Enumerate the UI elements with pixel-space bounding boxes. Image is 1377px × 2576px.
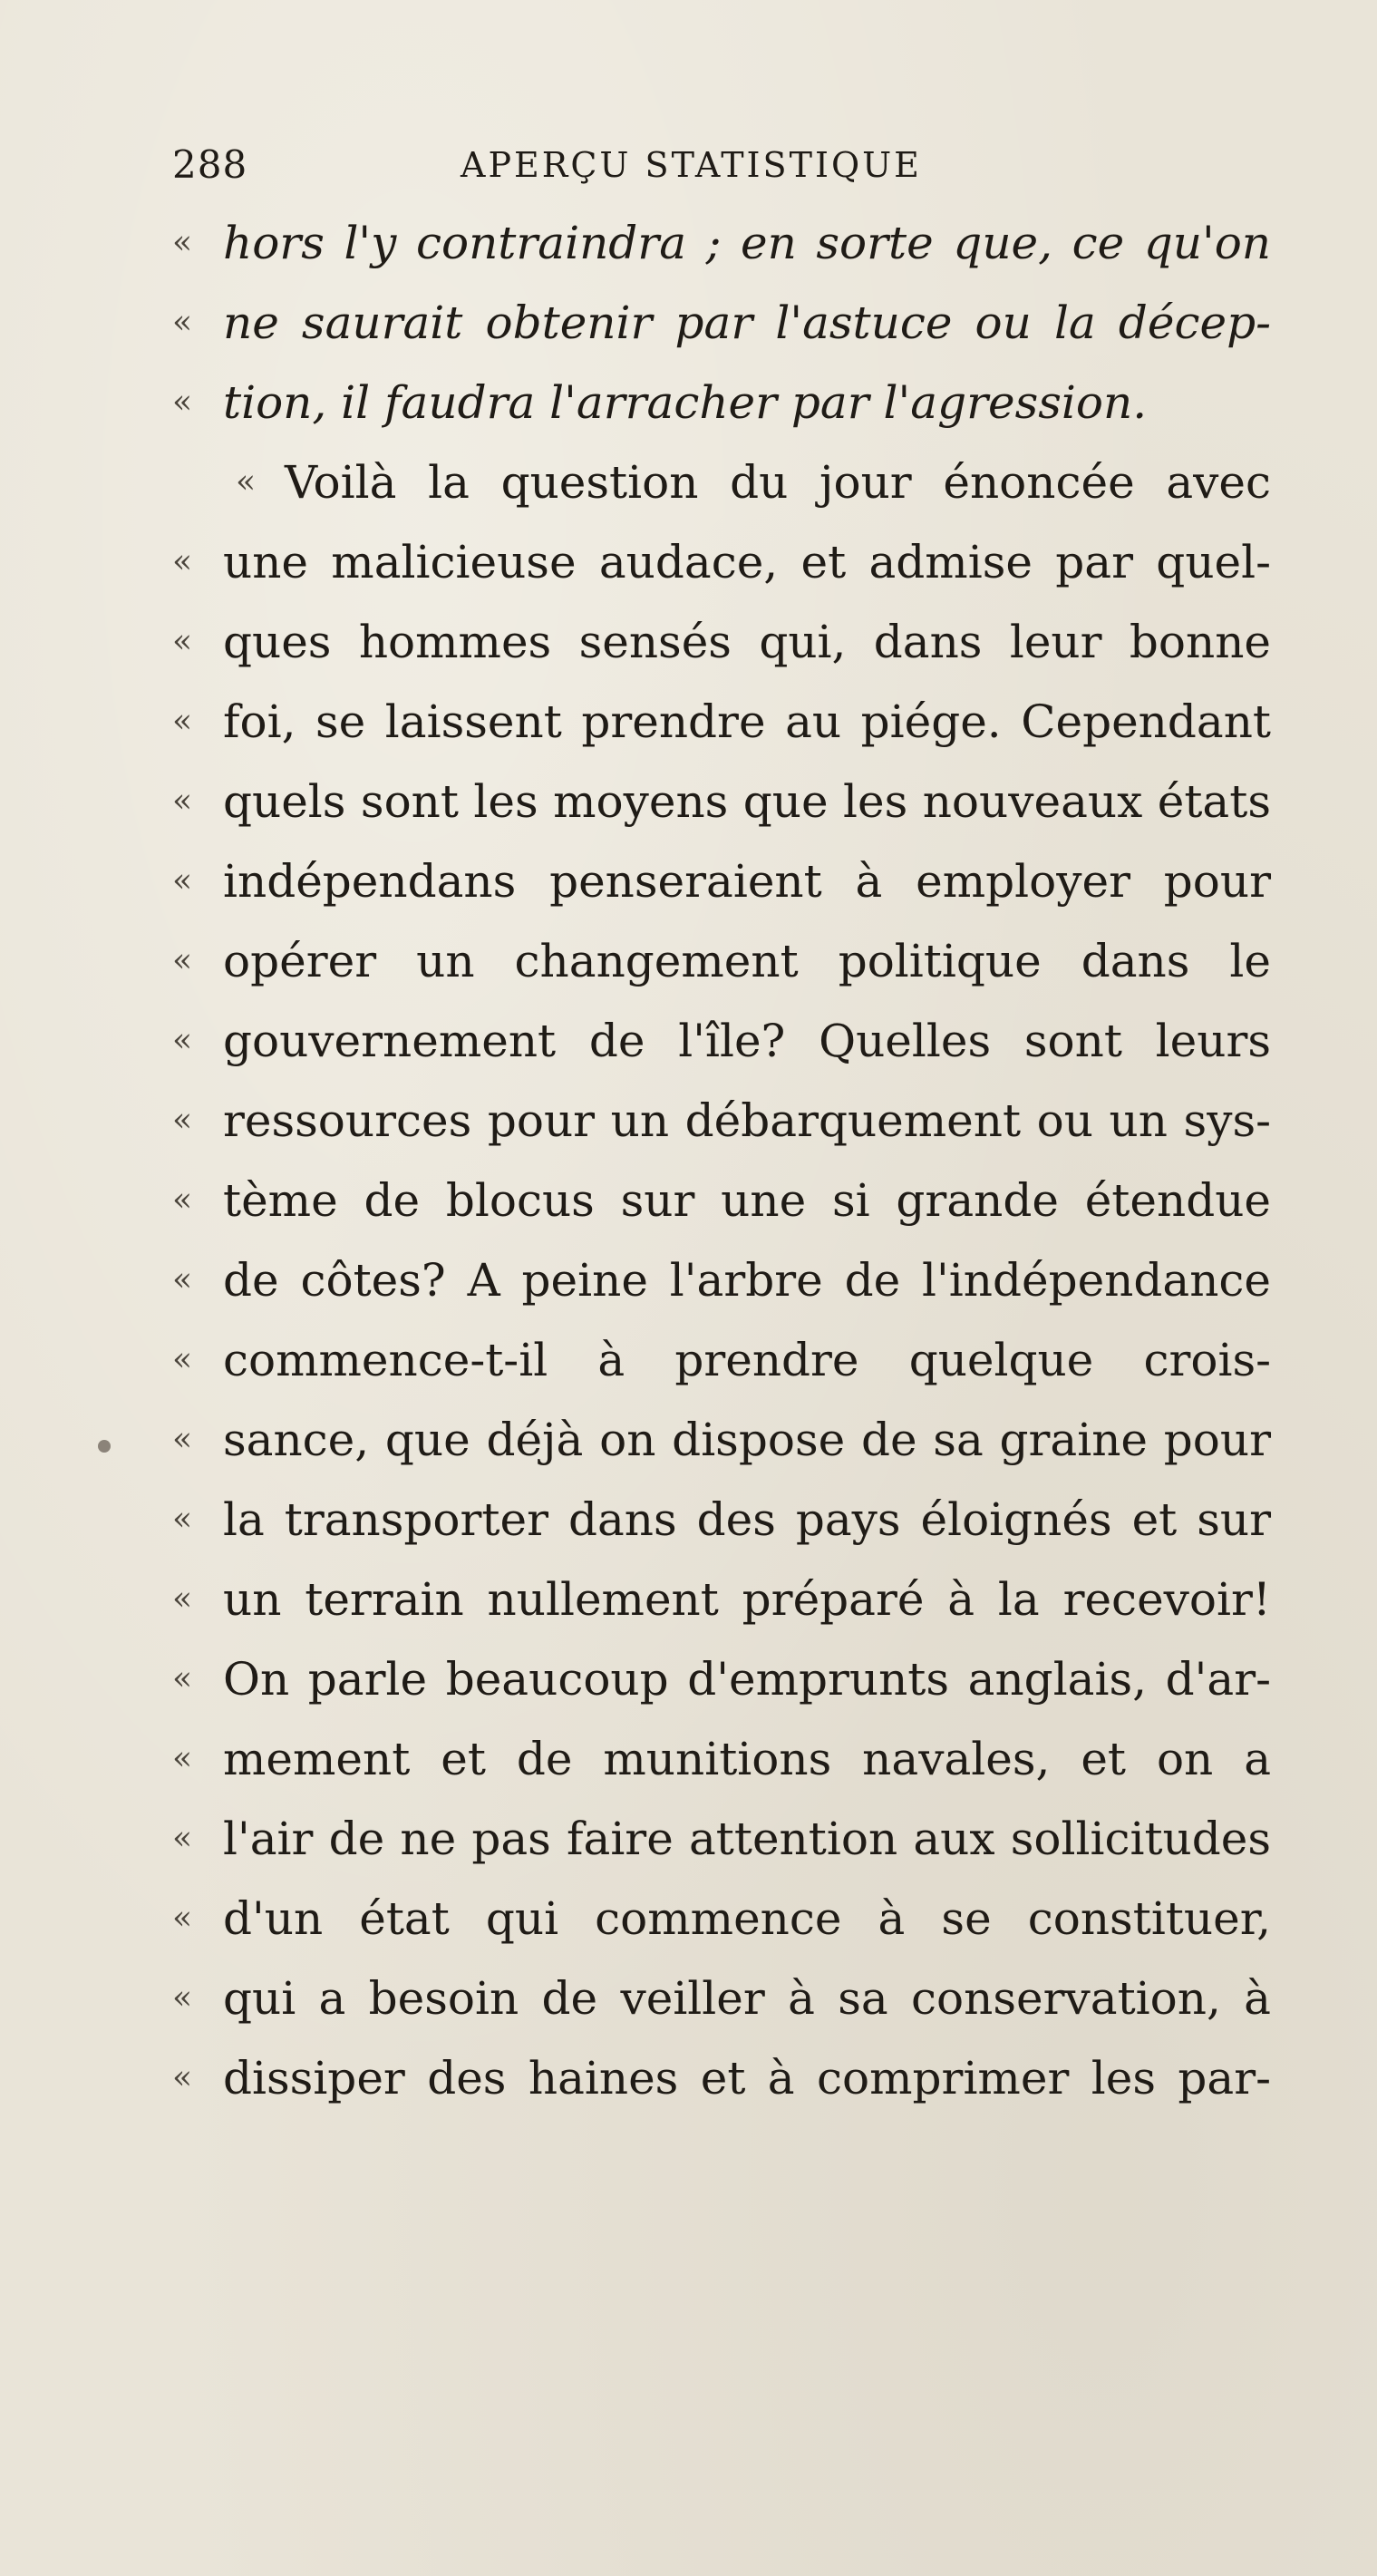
line-text: ne saurait obtenir par l'astuce ou la décep- [223, 296, 1271, 349]
quote-mark: « [172, 2059, 193, 2096]
quote-mark: « [172, 1580, 193, 1618]
quote-mark: « [172, 1900, 193, 1937]
line-text: indépendans penseraient à employer pour [223, 855, 1271, 908]
line-text: d'un état qui commence à se constituer, [223, 1892, 1271, 1945]
text-line [172, 1081, 1271, 1161]
text-line [172, 1639, 1271, 1719]
quote-mark: « [172, 1740, 193, 1777]
text-line [172, 1480, 1271, 1560]
text-line [172, 283, 1271, 363]
text-line [172, 1400, 1271, 1480]
text-line [172, 762, 1271, 841]
quote-mark: « [172, 1421, 193, 1458]
text-line [172, 1719, 1271, 1799]
text-line [172, 1799, 1271, 1879]
quote-mark: « [172, 1102, 193, 1139]
page-number: 288 [172, 142, 248, 187]
line-text: la transporter dans des pays éloignés et sur [223, 1493, 1271, 1546]
quote-mark: « [172, 1660, 193, 1697]
text-line [172, 841, 1271, 921]
text-line [172, 442, 1271, 522]
quote-mark: « [172, 623, 193, 660]
quote-mark: « [172, 1820, 193, 1857]
line-text: opérer un changement politique dans le [223, 935, 1271, 987]
text-line [172, 1879, 1271, 1959]
text-line [172, 203, 1271, 283]
quote-mark: « [172, 862, 193, 899]
line-text: hors l'y contraindra ; en sorte que, ce qu'on [223, 217, 1271, 269]
quote-mark: « [172, 224, 193, 261]
quote-mark: « [172, 942, 193, 979]
text-line [172, 602, 1271, 682]
line-text: sance, que déjà on dispose de sa graine pour [223, 1414, 1271, 1466]
line-text: qui a besoin de veiller à sa conservation, à [223, 1972, 1271, 2025]
text-line [172, 1240, 1271, 1320]
line-text: Voilà la question du jour énoncée avec [285, 456, 1271, 509]
line-text: commence-t-il à prendre quelque crois- [223, 1334, 1271, 1386]
text-line [172, 1959, 1271, 2038]
text-line [172, 522, 1271, 602]
quote-mark: « [172, 1261, 193, 1298]
quote-mark: « [172, 1341, 193, 1378]
text-line [172, 921, 1271, 1001]
quote-mark: « [172, 543, 193, 580]
body-text [172, 203, 1271, 2118]
quote-mark: « [172, 783, 193, 820]
page-header [172, 138, 1271, 192]
line-text: On parle beaucoup d'emprunts anglais, d'ar- [223, 1653, 1271, 1706]
text-line [172, 1320, 1271, 1400]
line-text: ques hommes sensés qui, dans leur bonne [223, 616, 1271, 668]
quote-mark: « [172, 304, 193, 341]
ink-smudge [98, 1440, 111, 1453]
running-head: APERÇU STATISTIQUE [461, 145, 922, 185]
line-text: de côtes? A peine l'arbre de l'indépendance [223, 1254, 1271, 1307]
text-line [172, 363, 1271, 442]
line-text: un terrain nullement préparé à la recevoir! [223, 1573, 1271, 1626]
line-text: foi, se laissent prendre au piége. Cependant [223, 695, 1271, 748]
line-text: ressources pour un débarquement ou un sys- [223, 1094, 1271, 1147]
line-text: l'air de ne pas faire attention aux sollicitudes [223, 1813, 1271, 1865]
quote-mark: « [172, 1501, 193, 1538]
quote-mark: « [172, 1181, 193, 1219]
quote-mark: « [236, 463, 257, 501]
line-text: gouvernement de l'île? Quelles sont leurs [223, 1015, 1271, 1067]
text-line [172, 2038, 1271, 2118]
line-text: dissiper des haines et à comprimer les par- [223, 2052, 1271, 2105]
text-line [172, 1560, 1271, 1639]
line-text: une malicieuse audace, et admise par quel- [223, 536, 1271, 588]
line-text: quels sont les moyens que les nouveaux états [223, 775, 1271, 828]
quote-mark: « [172, 1979, 193, 2017]
quote-mark: « [172, 1022, 193, 1059]
line-text: tème de blocus sur une si grande étendue [223, 1174, 1271, 1227]
text-line [172, 1161, 1271, 1240]
quote-mark: « [172, 703, 193, 740]
text-line [172, 1001, 1271, 1081]
line-text: mement et de munitions navales, et on a [223, 1733, 1271, 1785]
quote-mark: « [172, 384, 193, 421]
line-text: tion, il faudra l'arracher par l'agression. [223, 376, 1148, 429]
text-line [172, 682, 1271, 762]
